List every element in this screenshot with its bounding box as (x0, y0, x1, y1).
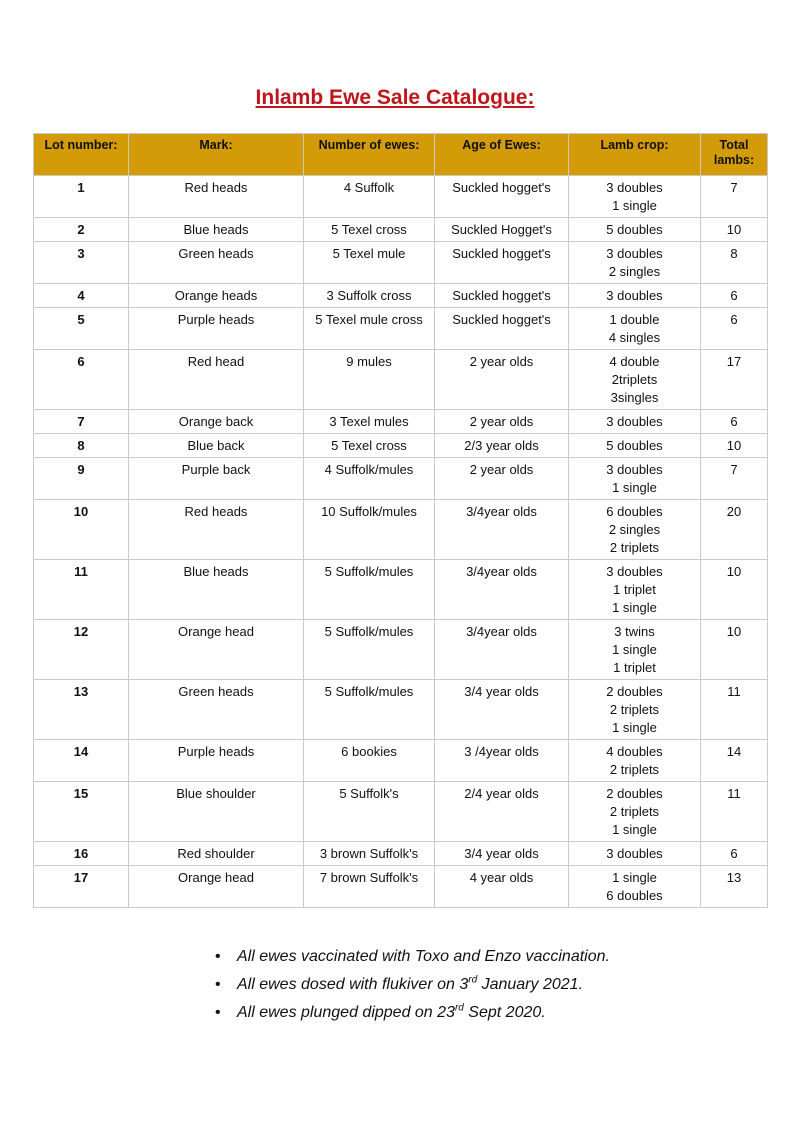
table-row (34, 866, 768, 908)
age-cell: 2 year olds (435, 410, 569, 434)
table-row (34, 560, 768, 620)
age-cell: 3/4year olds (435, 620, 569, 680)
lamb-crop-line: 3 doubles (606, 564, 663, 579)
note-text: All ewes dosed with flukiver on 3 (237, 976, 469, 993)
total-lambs-cell: 10 (701, 218, 768, 242)
header-lamb-crop: Lamb crop: (569, 134, 701, 176)
lamb-crop-line: 2triplets (611, 372, 658, 387)
table-row (34, 176, 768, 218)
mark-cell: Orange head (129, 620, 304, 680)
lamb-crop-line: 3singles (610, 390, 659, 405)
lamb-crop-cell (569, 218, 701, 242)
mark-cell: Purple back (129, 458, 304, 500)
total-lambs-cell: 10 (701, 434, 768, 458)
note-item (215, 943, 610, 971)
total-lambs-cell: 8 (701, 242, 768, 284)
bullet: • (215, 976, 221, 993)
mark-cell: Orange head (129, 866, 304, 908)
ewes-cell: 5 Suffolk's (304, 782, 435, 842)
table-row (34, 242, 768, 284)
table-row (34, 620, 768, 680)
lot-cell: 9 (34, 458, 129, 500)
table-row (34, 434, 768, 458)
mark-cell: Red head (129, 350, 304, 410)
age-cell: 3/4year olds (435, 500, 569, 560)
table-body (34, 176, 768, 908)
lamb-crop-cell (569, 458, 701, 500)
age-cell: Suckled Hogget's (435, 218, 569, 242)
lot-cell: 15 (34, 782, 129, 842)
age-cell: Suckled hogget's (435, 242, 569, 284)
mark-cell: Blue heads (129, 560, 304, 620)
table-row (34, 680, 768, 740)
age-cell: Suckled hogget's (435, 176, 569, 218)
note-item (215, 999, 610, 1027)
ewes-cell: 5 Texel mule cross (304, 308, 435, 350)
table-row (34, 458, 768, 500)
lamb-crop-line: 1 single (612, 198, 657, 213)
lamb-crop-cell (569, 842, 701, 866)
lamb-crop-line: 2 triplets (609, 540, 660, 555)
lamb-crop-line: 2 doubles (606, 786, 663, 801)
lamb-crop-line: 6 doubles (606, 888, 663, 903)
total-lambs-cell: 14 (701, 740, 768, 782)
lamb-crop-cell (569, 308, 701, 350)
lot-cell: 2 (34, 218, 129, 242)
lamb-crop-line: 3 doubles (606, 246, 663, 261)
lamb-crop-line: 5 doubles (606, 438, 663, 453)
age-cell: 3/4 year olds (435, 842, 569, 866)
total-lambs-cell: 17 (701, 350, 768, 410)
lamb-crop-line: 3 doubles (606, 414, 663, 429)
header-age-of-ewes: Age of Ewes: (435, 134, 569, 176)
lamb-crop-line: 3 doubles (606, 462, 663, 477)
ewes-cell: 7 brown Suffolk's (304, 866, 435, 908)
lamb-crop-line: 3 doubles (606, 846, 663, 861)
lamb-crop-line: 4 double (609, 354, 660, 369)
lamb-crop-cell (569, 284, 701, 308)
table-row (34, 500, 768, 560)
lamb-crop-cell (569, 866, 701, 908)
lamb-crop-cell (569, 242, 701, 284)
note-text: All ewes vaccinated with Toxo and Enzo vaccination. (237, 948, 610, 965)
ewes-cell: 5 Suffolk/mules (304, 560, 435, 620)
age-cell: 2 year olds (435, 458, 569, 500)
lamb-crop-line: 1 single (612, 720, 657, 735)
mark-cell: Red heads (129, 176, 304, 218)
total-lambs-cell: 7 (701, 176, 768, 218)
mark-cell: Green heads (129, 242, 304, 284)
lamb-crop-line: 1 single (612, 822, 657, 837)
note-item (215, 971, 610, 999)
total-lambs-cell: 6 (701, 410, 768, 434)
total-lambs-cell: 11 (701, 782, 768, 842)
age-cell: 3/4 year olds (435, 680, 569, 740)
lot-cell: 8 (34, 434, 129, 458)
lamb-crop-line: 1 triplet (613, 582, 656, 597)
lamb-crop-line: 5 doubles (606, 222, 663, 237)
lamb-crop-line: 2 doubles (606, 684, 663, 699)
note-text: Sept 2020. (463, 1004, 546, 1021)
age-cell: Suckled hogget's (435, 308, 569, 350)
lamb-crop-line: 2 triplets (609, 804, 660, 819)
header-total-lambs: Total lambs: (701, 134, 768, 176)
total-lambs-cell: 13 (701, 866, 768, 908)
header-mark: Mark: (129, 134, 304, 176)
mark-cell: Blue shoulder (129, 782, 304, 842)
notes-list (215, 943, 610, 1027)
lamb-crop-cell (569, 680, 701, 740)
age-cell: 3/4year olds (435, 560, 569, 620)
header-number-of-ewes: Number of ewes: (304, 134, 435, 176)
lamb-crop-line: 4 singles (608, 330, 661, 345)
table-row (34, 284, 768, 308)
table-row (34, 350, 768, 410)
table-row (34, 740, 768, 782)
lamb-crop-line: 1 triplet (613, 660, 656, 675)
lamb-crop-line: 4 doubles (606, 744, 663, 759)
note-text: January 2021. (477, 976, 583, 993)
ewes-cell: 9 mules (304, 350, 435, 410)
total-lambs-cell: 10 (701, 560, 768, 620)
mark-cell: Orange heads (129, 284, 304, 308)
total-lambs-cell: 20 (701, 500, 768, 560)
total-lambs-cell: 11 (701, 680, 768, 740)
age-cell: 2/4 year olds (435, 782, 569, 842)
lamb-crop-line: 1 double (609, 312, 660, 327)
lamb-crop-line: 3 twins (614, 624, 655, 639)
lot-cell: 1 (34, 176, 129, 218)
note-text: All ewes plunged dipped on 23 (237, 1004, 455, 1021)
age-cell: 4 year olds (435, 866, 569, 908)
lamb-crop-line: 2 triplets (609, 702, 660, 717)
ewes-cell: 5 Suffolk/mules (304, 620, 435, 680)
lamb-crop-cell (569, 434, 701, 458)
lamb-crop-line: 2 singles (608, 264, 661, 279)
table-row (34, 782, 768, 842)
lamb-crop-line: 2 singles (608, 522, 661, 537)
lot-cell: 12 (34, 620, 129, 680)
catalogue-table (33, 133, 768, 908)
lot-cell: 10 (34, 500, 129, 560)
mark-cell: Green heads (129, 680, 304, 740)
lot-cell: 6 (34, 350, 129, 410)
page-title: Inlamb Ewe Sale Catalogue: (255, 86, 535, 109)
lamb-crop-cell (569, 620, 701, 680)
ewes-cell: 5 Suffolk/mules (304, 680, 435, 740)
total-lambs-cell: 10 (701, 620, 768, 680)
age-cell: 2 year olds (435, 350, 569, 410)
header-lot-number: Lot number: (34, 134, 129, 176)
lot-cell: 13 (34, 680, 129, 740)
lamb-crop-line: 3 doubles (606, 288, 663, 303)
ewes-cell: 3 Suffolk cross (304, 284, 435, 308)
mark-cell: Orange back (129, 410, 304, 434)
ewes-cell: 3 brown Suffolk's (304, 842, 435, 866)
bullet: • (215, 1004, 221, 1021)
lot-cell: 5 (34, 308, 129, 350)
ewes-cell: 4 Suffolk (304, 176, 435, 218)
lamb-crop-line: 3 doubles (606, 180, 663, 195)
total-lambs-cell: 6 (701, 308, 768, 350)
age-cell: 2/3 year olds (435, 434, 569, 458)
table-row (34, 410, 768, 434)
table-row (34, 842, 768, 866)
ewes-cell: 5 Texel cross (304, 218, 435, 242)
table-row (34, 218, 768, 242)
lot-cell: 3 (34, 242, 129, 284)
table-row (34, 308, 768, 350)
lamb-crop-cell (569, 410, 701, 434)
lamb-crop-cell (569, 176, 701, 218)
mark-cell: Blue back (129, 434, 304, 458)
lamb-crop-line: 1 single (612, 480, 657, 495)
mark-cell: Red heads (129, 500, 304, 560)
table-header-row (34, 134, 768, 176)
lamb-crop-cell (569, 740, 701, 782)
mark-cell: Red shoulder (129, 842, 304, 866)
ewes-cell: 10 Suffolk/mules (304, 500, 435, 560)
lot-cell: 14 (34, 740, 129, 782)
lamb-crop-cell (569, 500, 701, 560)
age-cell: Suckled hogget's (435, 284, 569, 308)
ewes-cell: 3 Texel mules (304, 410, 435, 434)
lamb-crop-line: 2 triplets (609, 762, 660, 777)
lot-cell: 11 (34, 560, 129, 620)
ewes-cell: 5 Texel cross (304, 434, 435, 458)
mark-cell: Purple heads (129, 740, 304, 782)
lot-cell: 4 (34, 284, 129, 308)
lamb-crop-line: 1 single (612, 600, 657, 615)
age-cell: 3 /4year olds (435, 740, 569, 782)
lamb-crop-cell (569, 350, 701, 410)
lamb-crop-line: 1 single (612, 642, 657, 657)
lamb-crop-cell (569, 560, 701, 620)
total-lambs-cell: 6 (701, 284, 768, 308)
lamb-crop-line: 6 doubles (606, 504, 663, 519)
ewes-cell: 4 Suffolk/mules (304, 458, 435, 500)
lamb-crop-line: 1 single (612, 870, 657, 885)
total-lambs-cell: 7 (701, 458, 768, 500)
note-superscript: rd (454, 1002, 464, 1014)
bullet: • (215, 948, 221, 965)
lot-cell: 17 (34, 866, 129, 908)
ewes-cell: 6 bookies (304, 740, 435, 782)
lot-cell: 16 (34, 842, 129, 866)
lot-cell: 7 (34, 410, 129, 434)
total-lambs-cell: 6 (701, 842, 768, 866)
lamb-crop-cell (569, 782, 701, 842)
note-superscript: rd (468, 974, 478, 986)
mark-cell: Blue heads (129, 218, 304, 242)
ewes-cell: 5 Texel mule (304, 242, 435, 284)
mark-cell: Purple heads (129, 308, 304, 350)
